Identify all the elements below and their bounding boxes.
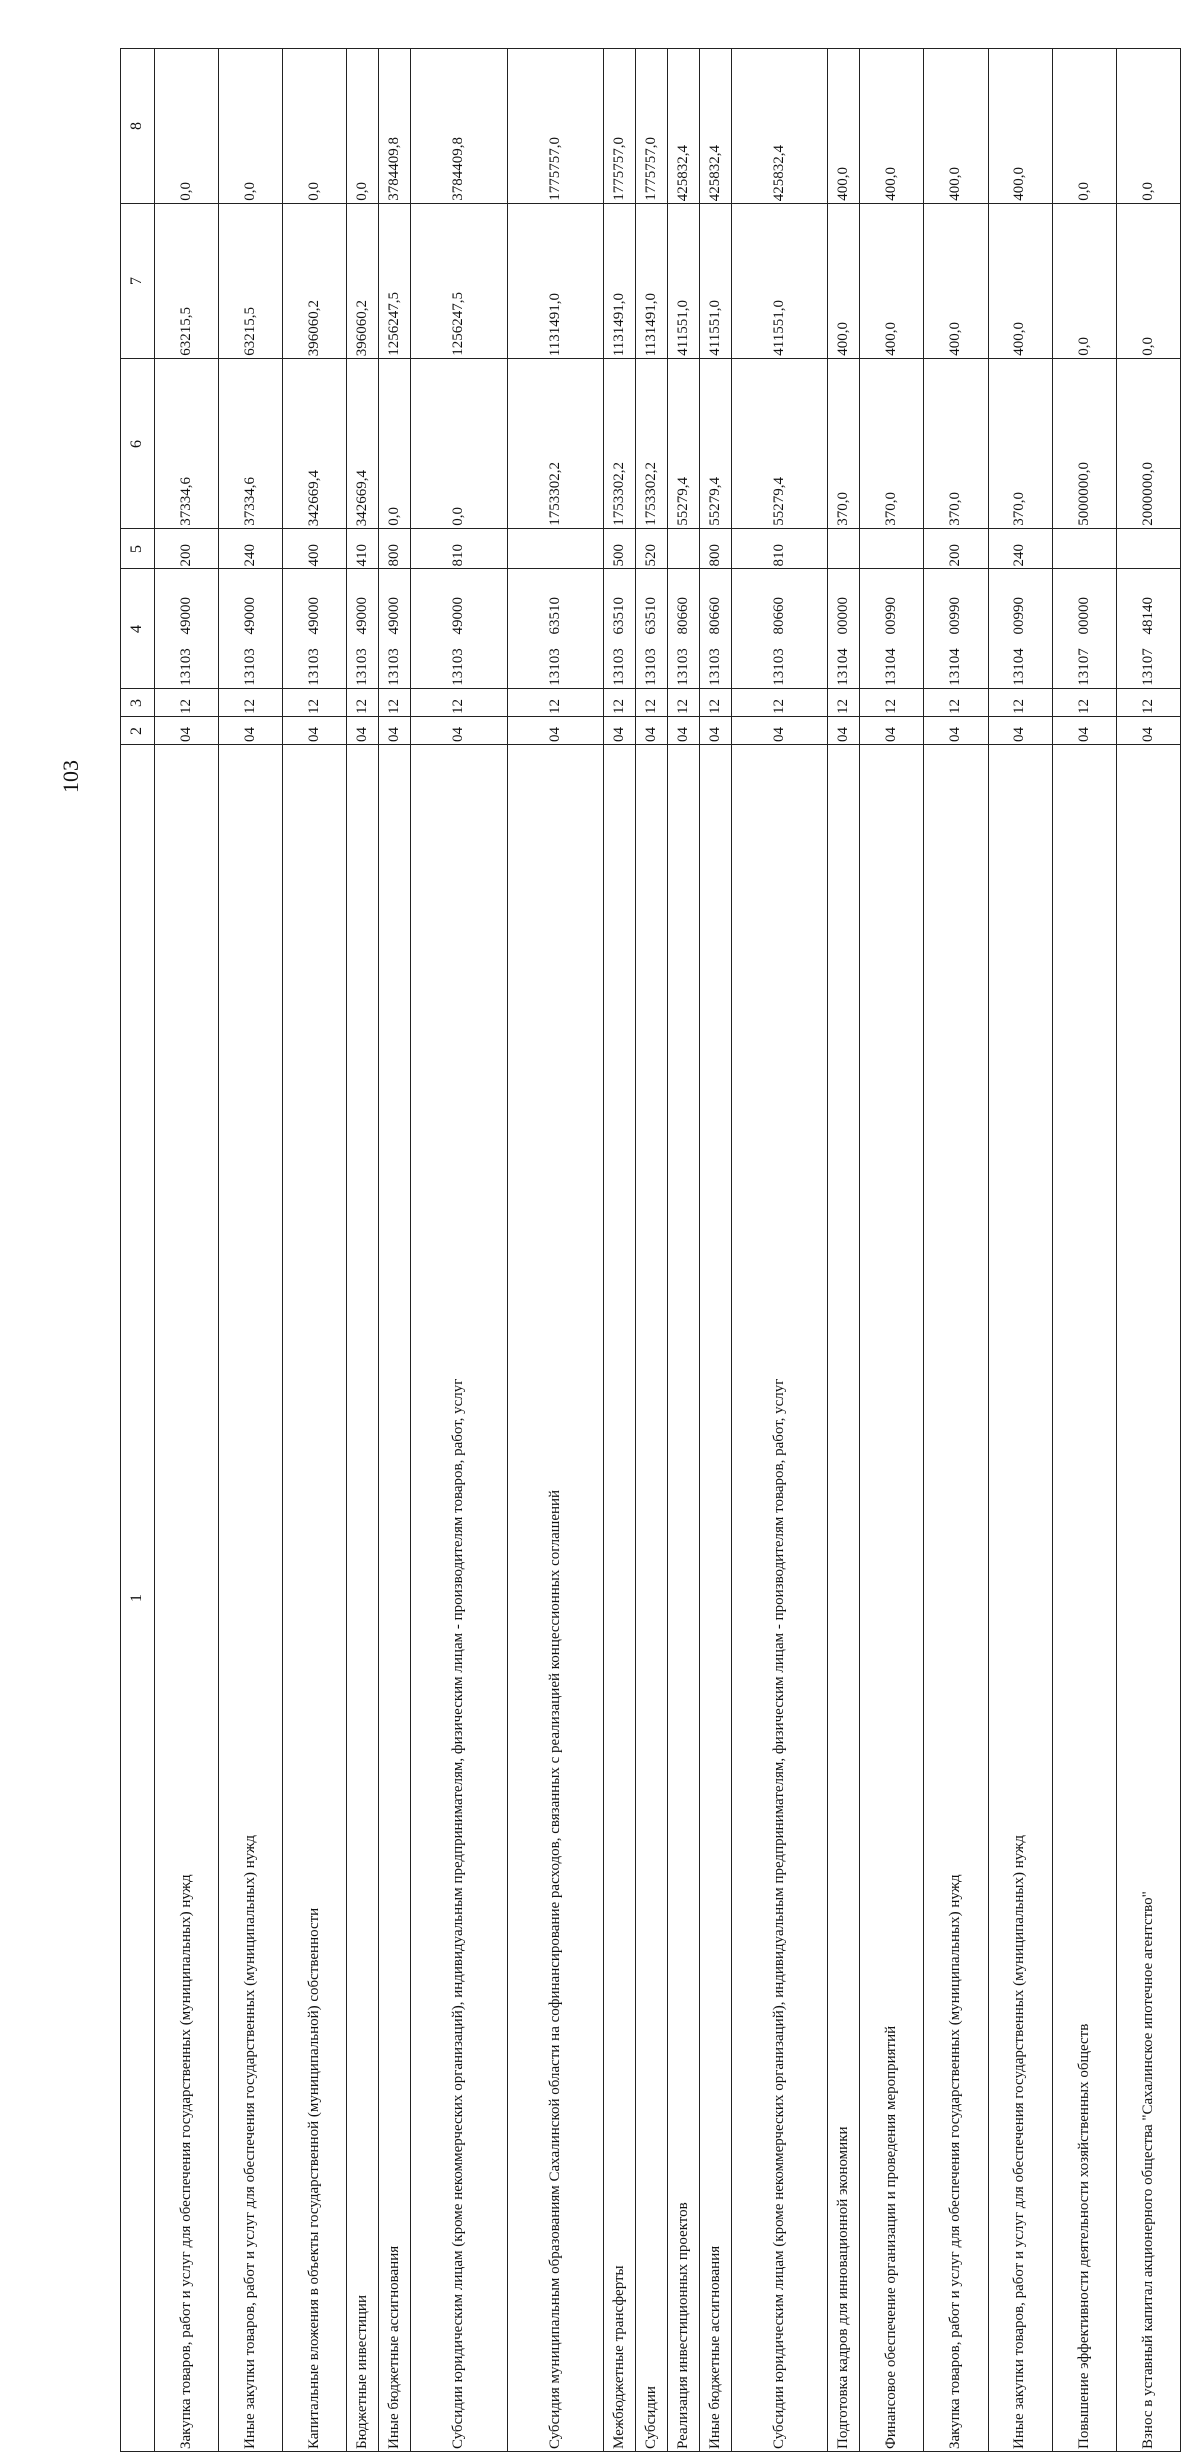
table-cell: 04 <box>1116 717 1180 745</box>
table-cell: 13103 49000 <box>219 569 283 689</box>
column-6 <box>121 359 1181 529</box>
table-cell: 13104 00000 <box>828 569 860 689</box>
table-cell: 400,0 <box>924 49 988 204</box>
table-cell: 04 <box>635 717 667 745</box>
row-label <box>507 745 603 2452</box>
row-label <box>828 745 860 2452</box>
table-cell <box>667 529 699 569</box>
table-cell: 13103 49000 <box>411 569 507 689</box>
table-cell: 342669,4 <box>283 359 347 529</box>
budget-table <box>120 48 1181 2452</box>
table-cell: 400,0 <box>988 49 1052 204</box>
table-cell: 425832,4 <box>667 49 699 204</box>
table-cell: 12 <box>924 689 988 717</box>
table-cell <box>860 529 924 569</box>
table-cell: 12 <box>347 689 379 717</box>
table-cell: 13107 48140 <box>1116 569 1180 689</box>
table-cell <box>828 529 860 569</box>
table-cell: 63215,5 <box>219 204 283 359</box>
table-cell: 13103 49000 <box>347 569 379 689</box>
row-label <box>219 745 283 2452</box>
table-cell: 370,0 <box>988 359 1052 529</box>
table-cell: 12 <box>1116 689 1180 717</box>
table-cell: 13103 49000 <box>155 569 219 689</box>
table-cell: 400,0 <box>860 204 924 359</box>
row-label <box>635 745 667 2452</box>
table-cell: 12 <box>667 689 699 717</box>
table-cell: 04 <box>283 717 347 745</box>
table-cell: 04 <box>603 717 635 745</box>
table-cell: 520 <box>635 529 667 569</box>
table-cell: 3784409,8 <box>411 49 507 204</box>
table-cell: 12 <box>603 689 635 717</box>
table-cell: 425832,4 <box>732 49 828 204</box>
table-cell: 04 <box>347 717 379 745</box>
table-cell: 400,0 <box>828 204 860 359</box>
table-cell: 12 <box>635 689 667 717</box>
table-cell: 1753302,2 <box>635 359 667 529</box>
table-cell <box>1116 529 1180 569</box>
table-cell: 13103 63510 <box>635 569 667 689</box>
table-cell: 0,0 <box>1052 204 1116 359</box>
table-cell: 12 <box>379 689 411 717</box>
table-cell: 810 <box>732 529 828 569</box>
column-header: 4 <box>121 569 155 689</box>
page-number: 103 <box>58 760 98 793</box>
table-cell: 240 <box>219 529 283 569</box>
table-cell: 04 <box>860 717 924 745</box>
table-cell: 12 <box>219 689 283 717</box>
column-7 <box>121 204 1181 359</box>
table-cell: 410 <box>347 529 379 569</box>
table-cell: 370,0 <box>924 359 988 529</box>
table-cell: 1775757,0 <box>603 49 635 204</box>
table-cell: 0,0 <box>283 49 347 204</box>
row-label <box>603 745 635 2452</box>
table-cell: 13107 00000 <box>1052 569 1116 689</box>
table-cell: 411551,0 <box>732 204 828 359</box>
table-cell: 400,0 <box>924 204 988 359</box>
table-cell: 04 <box>924 717 988 745</box>
table-cell: 12 <box>732 689 828 717</box>
column-header: 3 <box>121 689 155 717</box>
table-cell: 04 <box>155 717 219 745</box>
column-2 <box>121 717 1181 745</box>
table-cell: 400,0 <box>828 49 860 204</box>
table-cell: 1131491,0 <box>507 204 603 359</box>
row-label <box>1116 745 1180 2452</box>
row-label <box>860 745 924 2452</box>
table-cell: 0,0 <box>219 49 283 204</box>
table-cell: 1256247,5 <box>411 204 507 359</box>
table-cell: 342669,4 <box>347 359 379 529</box>
table-cell: 04 <box>379 717 411 745</box>
table-cell: 55279,4 <box>699 359 731 529</box>
table-cell: 370,0 <box>860 359 924 529</box>
row-label <box>732 745 828 2452</box>
column-1 <box>121 745 1181 2452</box>
column-3 <box>121 689 1181 717</box>
table-cell: 425832,4 <box>699 49 731 204</box>
row-label <box>347 745 379 2452</box>
table-cell: 1753302,2 <box>507 359 603 529</box>
column-header: 2 <box>121 717 155 745</box>
column-header: 1 <box>121 745 155 2452</box>
table-cell: 200 <box>924 529 988 569</box>
row-label <box>988 745 1052 2452</box>
column-8 <box>121 49 1181 204</box>
column-4 <box>121 569 1181 689</box>
table-cell: 1131491,0 <box>635 204 667 359</box>
table-cell <box>507 529 603 569</box>
table-cell: 810 <box>411 529 507 569</box>
table-cell: 55279,4 <box>732 359 828 529</box>
table-cell: 13103 49000 <box>283 569 347 689</box>
table-cell: 12 <box>860 689 924 717</box>
table-cell: 04 <box>699 717 731 745</box>
table-cell: 0,0 <box>155 49 219 204</box>
table-cell: 400 <box>283 529 347 569</box>
table-cell: 12 <box>155 689 219 717</box>
row-label <box>924 745 988 2452</box>
table-cell: 13103 63510 <box>507 569 603 689</box>
table-cell: 04 <box>988 717 1052 745</box>
table-cell: 240 <box>988 529 1052 569</box>
table-cell: 04 <box>411 717 507 745</box>
table-cell: 200 <box>155 529 219 569</box>
table-cell <box>1052 529 1116 569</box>
table-cell: 411551,0 <box>699 204 731 359</box>
row-label <box>155 745 219 2452</box>
table-cell: 13103 80660 <box>732 569 828 689</box>
table-cell: 1256247,5 <box>379 204 411 359</box>
row-label <box>379 745 411 2452</box>
row-label <box>699 745 731 2452</box>
table-cell: 12 <box>283 689 347 717</box>
table-cell: 37334,6 <box>155 359 219 529</box>
table-cell: 5000000,0 <box>1052 359 1116 529</box>
table-cell: 400,0 <box>988 204 1052 359</box>
table-cell: 411551,0 <box>667 204 699 359</box>
row-label <box>1052 745 1116 2452</box>
table-cell: 396060,2 <box>347 204 379 359</box>
table-cell: 1775757,0 <box>507 49 603 204</box>
column-5 <box>121 529 1181 569</box>
table-cell: 12 <box>411 689 507 717</box>
table-cell: 04 <box>1052 717 1116 745</box>
table-cell: 800 <box>379 529 411 569</box>
table-cell: 12 <box>988 689 1052 717</box>
column-header: 8 <box>121 49 155 204</box>
table-cell: 12 <box>828 689 860 717</box>
table-cell: 04 <box>507 717 603 745</box>
table-cell: 13104 00990 <box>988 569 1052 689</box>
table-cell: 04 <box>732 717 828 745</box>
table-cell: 55279,4 <box>667 359 699 529</box>
table-cell: 13103 80660 <box>699 569 731 689</box>
column-header: 5 <box>121 529 155 569</box>
table-cell: 12 <box>699 689 731 717</box>
table-cell: 0,0 <box>1052 49 1116 204</box>
table-cell: 1753302,2 <box>603 359 635 529</box>
table-cell: 0,0 <box>347 49 379 204</box>
table-cell: 3784409,8 <box>379 49 411 204</box>
table-cell: 1131491,0 <box>603 204 635 359</box>
table-cell: 04 <box>828 717 860 745</box>
table-cell: 13103 63510 <box>603 569 635 689</box>
table-cell: 04 <box>219 717 283 745</box>
table-cell: 0,0 <box>1116 204 1180 359</box>
table-cell: 13104 00990 <box>860 569 924 689</box>
table-cell: 12 <box>507 689 603 717</box>
row-label <box>667 745 699 2452</box>
table-cell: 13104 00990 <box>924 569 988 689</box>
row-label <box>411 745 507 2452</box>
table-cell: 400,0 <box>860 49 924 204</box>
column-header: 7 <box>121 204 155 359</box>
table-cell: 396060,2 <box>283 204 347 359</box>
table-cell: 0,0 <box>379 359 411 529</box>
table-cell: 0,0 <box>1116 49 1180 204</box>
table-cell: 800 <box>699 529 731 569</box>
table-cell: 04 <box>667 717 699 745</box>
table-cell: 13103 80660 <box>667 569 699 689</box>
row-label <box>283 745 347 2452</box>
table-cell: 0,0 <box>411 359 507 529</box>
table-cell: 37334,6 <box>219 359 283 529</box>
table-cell: 2000000,0 <box>1116 359 1180 529</box>
table-cell: 1775757,0 <box>635 49 667 204</box>
table-cell: 12 <box>1052 689 1116 717</box>
table-cell: 500 <box>603 529 635 569</box>
table-cell: 370,0 <box>828 359 860 529</box>
table-cell: 13103 49000 <box>379 569 411 689</box>
table-cell: 63215,5 <box>155 204 219 359</box>
column-header: 6 <box>121 359 155 529</box>
